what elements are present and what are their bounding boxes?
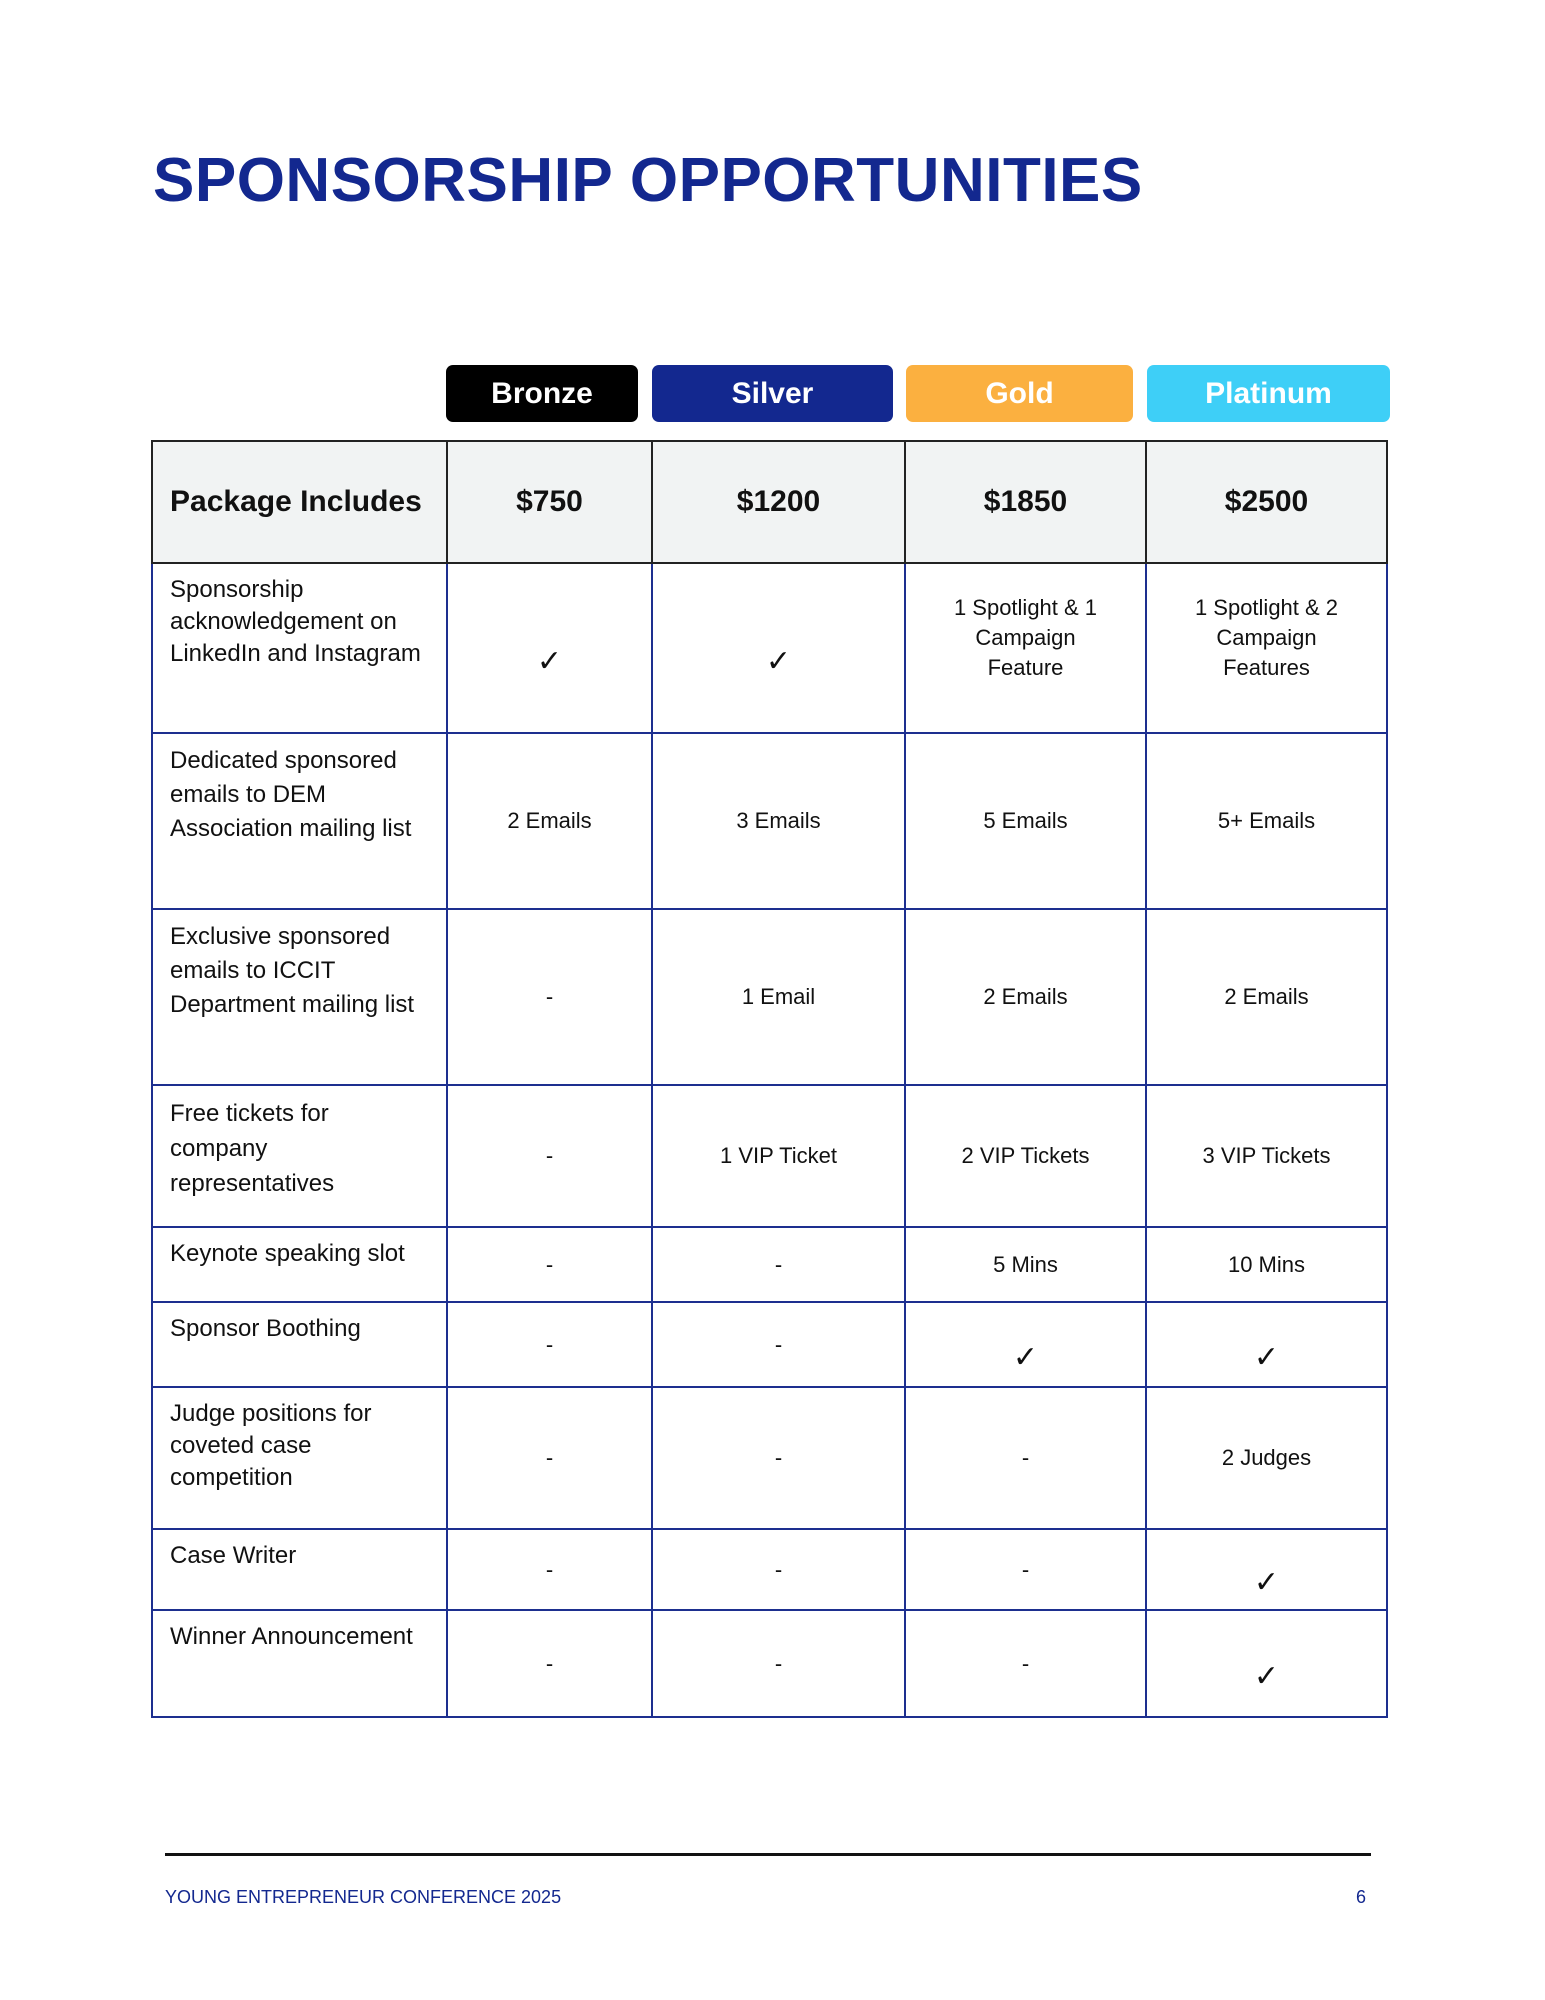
value-cell: - [652,1302,905,1387]
feature-cell: Exclusive sponsored emails to ICCIT Department mailing list [152,909,447,1085]
feature-cell: Winner Announcement [152,1610,447,1717]
value-cell: 2 Emails [1146,909,1387,1085]
value-text: - [545,1650,554,1676]
value-cell [905,563,1146,733]
value-cell: 1 Email [652,909,905,1085]
value-cell [1146,1302,1387,1387]
value-cell: 3 VIP Tickets [1146,1085,1387,1227]
value-cell: 2 VIP Tickets [905,1085,1146,1227]
feature-cell: Free tickets for company representatives [152,1085,447,1227]
table-row [152,1302,1387,1387]
value-cell: 5+ Emails [1146,733,1387,909]
feature-cell: Dedicated sponsored emails to DEM Association mailing list [152,733,447,909]
value-cell: - [905,1529,1146,1610]
footer-event-name: YOUNG ENTREPRENEUR CONFERENCE 2025 [165,1887,562,1907]
table-row [152,1227,1387,1302]
checkmark-icon: ✓ [1253,1339,1280,1375]
feature-cell: Judge positions for coveted case competition [152,1387,447,1529]
value-cell [905,1610,1146,1717]
feature-cell: Sponsorship acknowledgement on LinkedIn and Instagram [152,563,447,733]
value-cell [447,563,652,733]
header-cell: Package Includes [152,441,447,563]
page-number: 6 [1356,1887,1367,1907]
value-cell: - [652,1227,905,1302]
value-cell [1146,1610,1387,1717]
sponsorship-table [151,440,1388,1718]
price-cell: $1850 [905,441,1146,563]
value-cell: 5 Emails [905,733,1146,909]
value-cell: - [905,1387,1146,1529]
table-row [152,733,1387,909]
value-cell: - [652,1529,905,1610]
feature-cell: Sponsor Boothing [152,1302,447,1387]
value-text: 1 Spotlight & 1 Campaign Feature [953,595,1098,680]
value-cell: - [447,909,652,1085]
value-cell: 2 Emails [905,909,1146,1085]
value-cell: - [447,1085,652,1227]
value-cell [447,1610,652,1717]
price-cell: $1200 [652,441,905,563]
value-text: - [1021,1650,1030,1676]
value-cell [1146,1529,1387,1610]
checkmark-icon: ✓ [1012,1339,1039,1375]
value-cell: 2 Emails [447,733,652,909]
feature-cell: Case Writer [152,1529,447,1610]
price-cell: $2500 [1146,441,1387,563]
footer-divider [165,1853,1371,1856]
feature-cell: Keynote speaking slot [152,1227,447,1302]
price-cell: $750 [447,441,652,563]
table-row [152,909,1387,1085]
table-row [152,1529,1387,1610]
value-text: 1 Spotlight & 2 Campaign Features [1194,595,1339,680]
checkmark-icon: ✓ [765,644,792,679]
value-cell: 2 Judges [1146,1387,1387,1529]
value-cell: 1 VIP Ticket [652,1085,905,1227]
checkmark-icon: ✓ [536,644,563,679]
value-cell: - [447,1387,652,1529]
table-header-row [152,441,1387,563]
value-cell [1146,563,1387,733]
tier-pill-gold: Gold [906,365,1133,422]
value-cell: 5 Mins [905,1227,1146,1302]
value-cell: - [447,1227,652,1302]
tier-pill-bronze: Bronze [446,365,638,422]
value-cell [905,1302,1146,1387]
value-text: - [774,1650,783,1676]
table-row [152,1387,1387,1529]
value-cell [652,563,905,733]
tier-pill-silver: Silver [652,365,893,422]
table-row [152,563,1387,733]
page-title: SPONSORSHIP OPPORTUNITIES [153,146,1143,215]
value-cell: 3 Emails [652,733,905,909]
value-cell [652,1610,905,1717]
value-cell: - [447,1529,652,1610]
tier-pill-platinum: Platinum [1147,365,1390,422]
value-cell: - [447,1302,652,1387]
value-cell: - [652,1387,905,1529]
table-row [152,1610,1387,1717]
checkmark-icon: ✓ [1253,1658,1280,1694]
value-cell: 10 Mins [1146,1227,1387,1302]
table-row [152,1085,1387,1227]
checkmark-icon: ✓ [1253,1564,1280,1600]
